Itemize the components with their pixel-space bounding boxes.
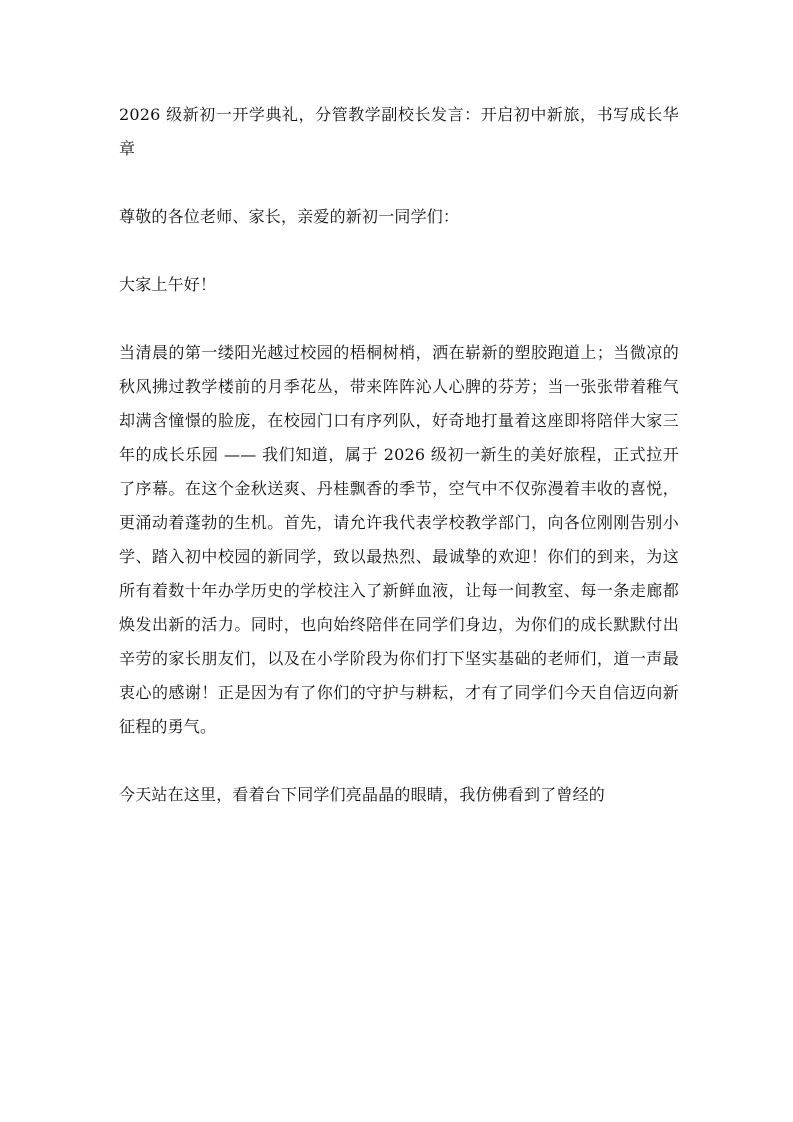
paragraph-1: 当清晨的第一缕阳光越过校园的梧桐树梢，洒在崭新的塑胶跑道上；当微凉的秋风拂过教学楼前的月季花丛，带来阵阵沁人心脾的芬芳；当一张张带着稚气却满含憧憬的脸庞，在校园门口有序列队，好奇地打量着这座即将陪伴大家三年的成长乐园 —— 我们知道，属于 2026 级初一新生的美好旅程，正式拉开了序幕。在这个金秋送爽、丹桂飘香的季节，空气中不仅弥漫着丰收的喜悦，更涌动着蓬勃的生机。首先，请允许我代表学校教学部门，向各位刚刚告别小学、踏入初中校园的新同学，致以最热烈、最诚挚的欢迎！你们的到来，为这所有着数十年办学历史的学校注入了新鲜血液，让每一间教室、每一条走廊都焕发出新的活力。同时，也向始终陪伴在同学们身边，为你们的成长默默付出辛劳的家长朋友们，以及在小学阶段为你们打下坚实基础的老师们，道一声最衷心的感谢！正是因为有了你们的守护与耕耘，才有了同学们今天自信迈向新征程的勇气。 bbox=[119, 343, 679, 736]
document-title: 2026 级新初一开学典礼，分管教学副校长发言：开启初中新旅，书写成长华章 bbox=[119, 105, 679, 158]
greeting-line: 大家上午好！ bbox=[119, 275, 217, 294]
salutation: 尊敬的各位老师、家长，亲爱的新初一同学们： bbox=[119, 207, 460, 226]
paragraph-2: 今天站在这里，看着台下同学们亮晶晶的眼睛，我仿佛看到了曾经的 bbox=[119, 785, 606, 804]
document-body bbox=[119, 98, 679, 812]
